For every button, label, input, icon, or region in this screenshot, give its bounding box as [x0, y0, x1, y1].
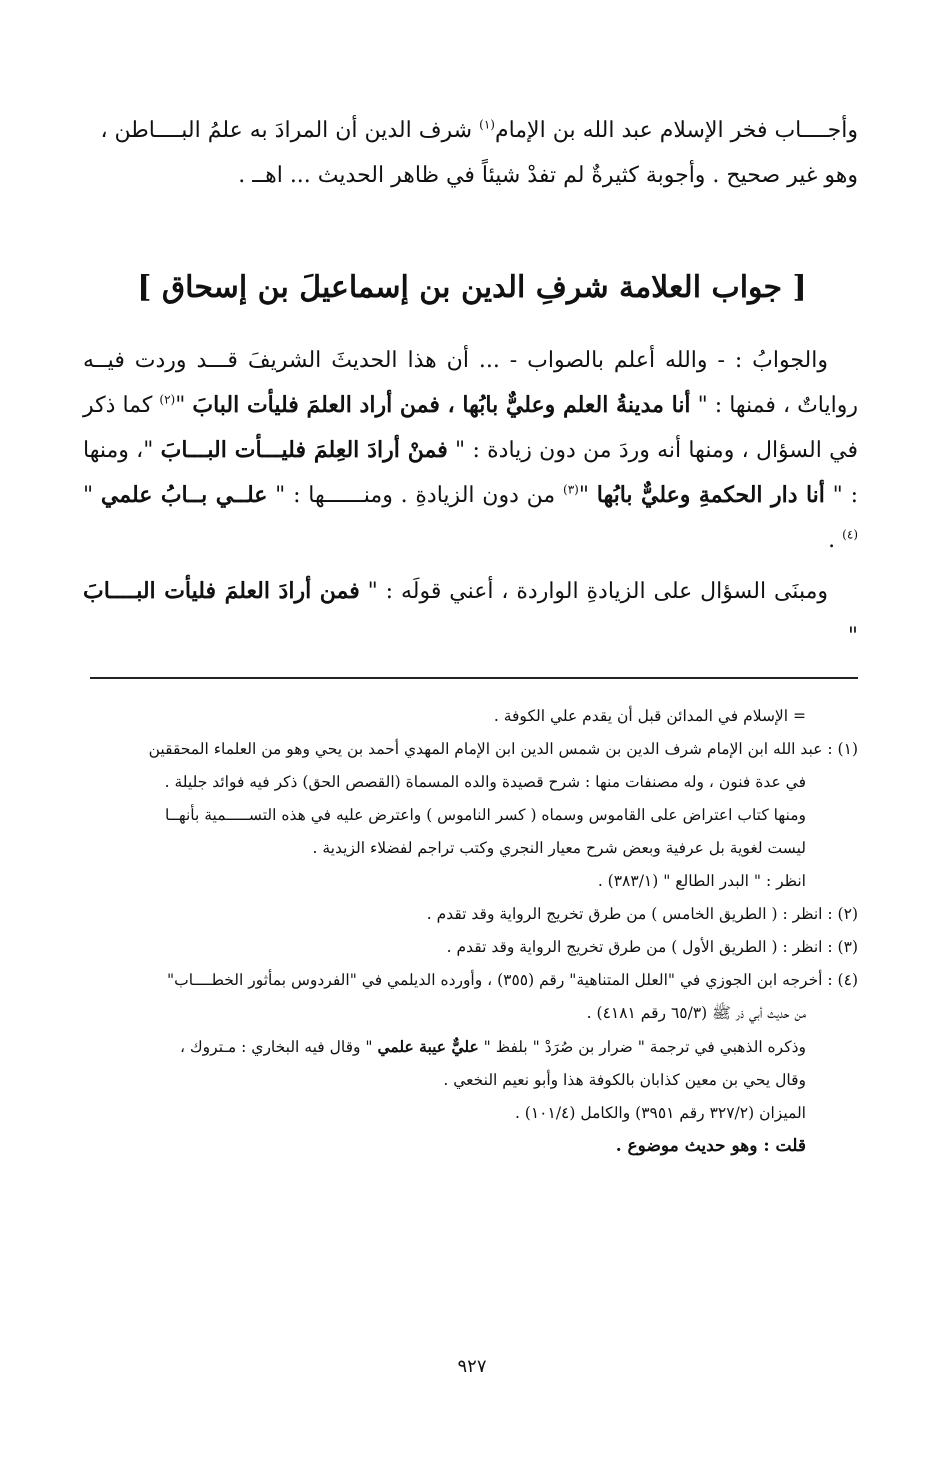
footnotes: [83, 700, 858, 1163]
footnote-1-line: ومنها كتاب اعتراض على القاموس وسماه ( كسر الناموس ) واعترض عليه في هذه التســـــمية بأنهــا: [165, 806, 806, 824]
footnote-1-line: في عدة فنون ، وله مصنفات منها : شرح قصيدة والده المسماة (القصص الحق) ذكر فيه فوائد جليلة .: [164, 773, 806, 791]
footnote-ref-2[interactable]: (٢): [159, 392, 176, 407]
intro-line-1-cont: شرف الدين أن المرادَ به علمُ البــــاطن ،: [100, 118, 480, 143]
intro-line-1: وأجــــاب فخر الإسلام عبد الله بن الإمام: [494, 118, 858, 143]
intro-paragraph: [83, 108, 858, 198]
answer-paragraph: [83, 338, 858, 659]
page-number: ٩٢٧: [457, 1356, 487, 1377]
answer-text: .: [828, 528, 843, 553]
footnote-4-line: وقال يحي بن معين كذابان بالكوفة هذا وأبو نعيم النخعي .: [443, 1071, 806, 1089]
footnote-separator: [90, 677, 858, 679]
answer-text: ": [83, 483, 101, 508]
footnote-text: وذكره الذهبي في ترجمة " ضرار بن صُرَدْ " بلفظ ": [478, 1038, 806, 1056]
question-basis-text: ": [847, 624, 858, 649]
footnote-4-line: من حديث أبي ذر ﷺ (٦٥/٣ رقم ٤١٨١) .: [586, 1004, 806, 1022]
footnote-3: (٣) : انظر : ( الطريق الأول ) من طرق تخريج الرواية وقد تقدم .: [446, 938, 858, 956]
footnote-2: (٢) : انظر : ( الطريق الخامس ) من طرق تخريج الرواية وقد تقدم .: [426, 905, 858, 923]
footnote-4-verdict: قلت : وهو حديث موضوع .: [615, 1136, 806, 1156]
answer-text: ": [578, 483, 597, 508]
footnote-4-line: [83, 1030, 858, 1064]
answer-text: ": [175, 393, 193, 418]
hadith-quote-3: أنا دار الحكمةِ وعليٌّ بابُها: [596, 482, 825, 508]
footnote-ref-4[interactable]: (٤): [842, 527, 858, 542]
footnote-ref-3[interactable]: (٣): [563, 482, 579, 497]
answer-text: من دون الزيادةِ . ومنــــــها : ": [267, 483, 563, 508]
intro-line-2: وهو غير صحيح . وأجوبة كثيرةٌ لم تفدْ شيئاً في ظاهر الحديث ... اهــ .: [238, 163, 858, 188]
section-heading: [ جواب العلامة شرفِ الدين بن إسماعيلَ بن إسحاق ]: [137, 270, 807, 305]
footnote-1: (١) : عبد الله ابن الإمام شرف الدين بن شمس الدين ابن الإمام المهدي أحمد بن يحي وهو من العلماء المحققين: [148, 740, 858, 758]
hadith-quote-1: أنا مدينةُ العلم وعليٌّ بابُها ، فمن أراد العلمَ فليأت البابَ: [192, 392, 691, 418]
hadith-quote-4: علــي بــابُ علمي: [100, 482, 268, 508]
footnote-4: (٤) : أخرجه ابن الجوزي في "العلل المتناهية" رقم (٣٥٥) ، وأورده الديلمي في "الفردوس بمأثور الخطــــاب": [166, 971, 858, 989]
answer-text: كما ذكر في السؤال ، ومنها أنه وردَ من دون زيادة : ": [83, 393, 858, 463]
footnote-4-reference: الميزان (٣٢٧/٢ رقم ٣٩٥١) والكامل (١٠١/٤) .: [514, 1104, 806, 1122]
footnote-1-line: ليست لغوية بل عرفية وبعض شرح معيار النجري وكتب تراجم لفضلاء الزيدية .: [312, 839, 806, 857]
footnote-continuation: = الإسلام في المدائن قبل أن يقدم علي الكوفة .: [493, 707, 806, 725]
footnote-1-reference: انظر : " البدر الطالع " (٣٨٣/١) .: [597, 872, 806, 890]
question-basis-text: ومبنَى السؤال على الزيادةِ الواردة ، أعني قولَه : ": [359, 579, 828, 604]
footnote-ref-1[interactable]: (١): [479, 117, 495, 132]
answer-text: والجوابُ : - والله أعلم بالصواب - ... أن هذا الحديثَ الشريفَ قـــد وردت فيــه رواياتٌ ، فمنها : ": [83, 348, 858, 418]
hadith-quote-5: فمن أرادَ العلمَ فليأت البــــابَ: [83, 578, 360, 604]
footnote-text: " وقال فيه البخاري : مـتروك ،: [179, 1038, 378, 1056]
hadith-quote-2: فمنْ أرادَ العِلمَ فليـــأت البـــابَ: [160, 437, 448, 463]
footnote-4-quote: عليٌّ عيبة علمي: [377, 1037, 479, 1056]
answer-text: "، ومنها : ": [83, 438, 859, 508]
